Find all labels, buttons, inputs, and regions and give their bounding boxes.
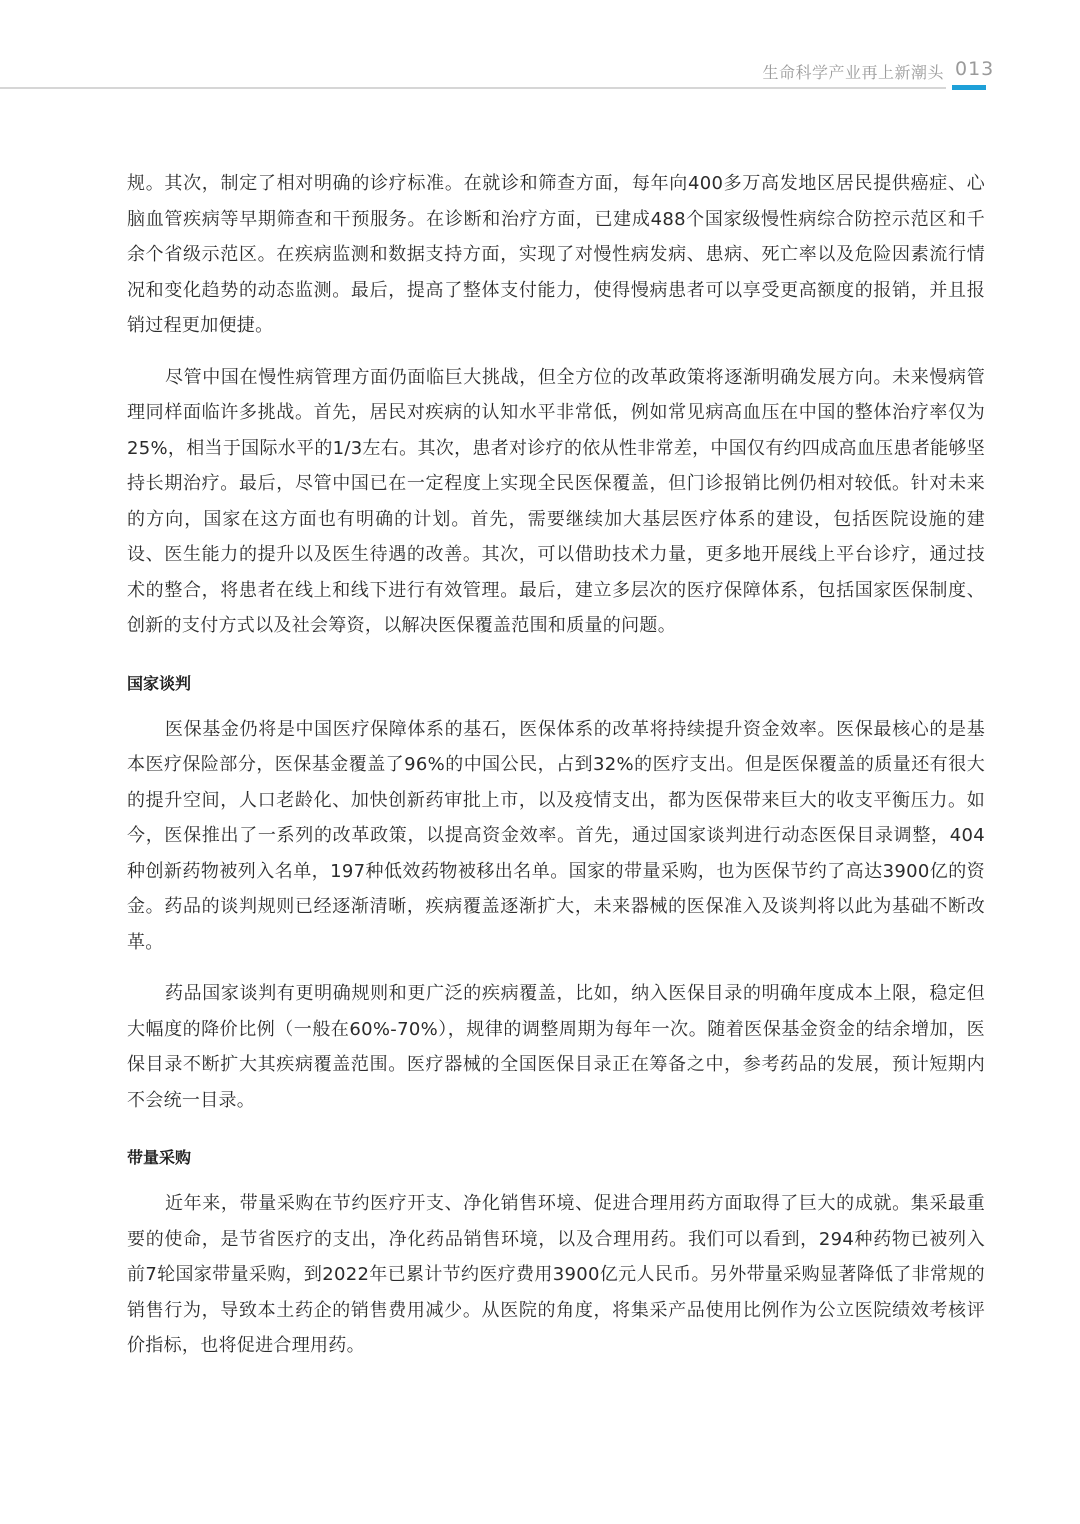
page-header	[0, 0, 1080, 100]
header-rule	[0, 87, 946, 89]
page-number: 013	[955, 58, 995, 80]
section-heading-national-negotiation: 国家谈判	[127, 673, 192, 693]
paragraph-chronic-disease: 尽管中国在慢性病管理方面仍面临巨大挑战，但全方位的改革政策将逐渐明确发展方向。未来慢病管理同样面临许多挑战。首先，居民对疾病的认知水平非常低，例如常见病高血压在中国的整体治疗率仅为25%，相当于国际水平的1/3左右。其次，患者对诊疗的依从性非常差，中国仅有约四成高血压患者能够坚持长期治疗。最后，尽管中国已在一定程度上实现全民医保覆盖，但门诊报销比例仍相对较低。针对未来的方向，国家在这方面也有明确的计划。首先，需要继续加大基层医疗体系的建设，包括医院设施的建设、医生能力的提升以及医生待遇的改善。其次，可以借助技术力量，更多地开展线上平台诊疗，通过技术的整合，将患者在线上和线下进行有效管理。最后，建立多层次的医疗保障体系，包括国家医保制度、创新的支付方式以及社会筹资，以解决医保覆盖范围和质量的问题。	[127, 366, 985, 636]
section-heading-volume-procurement: 带量采购	[127, 1148, 192, 1167]
main-content	[127, 166, 985, 1380]
paragraph-drug-negotiation: 药品国家谈判有更明确规则和更广泛的疾病覆盖，比如，纳入医保目录的明确年度成本上限，稳定但大幅度的降价比例（一般在60%-70%），规律的调整周期为每年一次。随着医保基金资金的结余增加，医保目录不断扩大其疾病覆盖范围。医疗器械的全国医保目录正在筹备之中，参考药品的发展，预计短期内不会统一目录。	[127, 983, 985, 1111]
paragraph-volume-procurement: 近年来，带量采购在节约医疗开支、净化销售环境、促进合理用药方面取得了巨大的成就。集采最重要的使命，是节省医疗的支出，净化药品销售环境，以及合理用药。我们可以看到，294种药物已被列入前7轮国家带量采购，到2022年已累计节约医疗费用3900亿元人民币。另外带量采购显著降低了非常规的销售行为，导致本土药企的销售费用减少。从医院的角度，将集采产品使用比例作为公立医院绩效考核评价指标，也将促进合理用药。	[127, 1193, 985, 1356]
paragraph-medical-insurance-fund: 医保基金仍将是中国医疗保障体系的基石，医保体系的改革将持续提升资金效率。医保最核心的是基本医疗保险部分，医保基金覆盖了96%的中国公民，占到32%的医疗支出。但是医保覆盖的质量还有很大的提升空间，人口老龄化、加快创新药审批上市，以及疫情支出，都为医保带来巨大的收支平衡压力。如今，医保推出了一系列的改革政策，以提高资金效率。首先，通过国家谈判进行动态医保目录调整，404种创新药物被列入名单，197种低效药物被移出名单。国家的带量采购，也为医保节约了高达3900亿的资金。药品的谈判规则已经逐渐清晰，疾病覆盖逐渐扩大，未来器械的医保准入及谈判将以此为基础不断改革。	[127, 718, 985, 953]
continued-paragraph: 规。其次，制定了相对明确的诊疗标准。在就诊和筛查方面，每年向400多万高发地区居民提供癌症、心脑血管疾病等早期筛查和干预服务。在诊断和治疗方面，已建成488个国家级慢性病综合防控示范区和千余个省级示范区。在疾病监测和数据支持方面，实现了对慢性病发病、患病、死亡率以及危险因素流行情况和变化趋势的动态监测。最后，提高了整体支付能力，使得慢病患者可以享受更高额度的报销，并且报销过程更加便捷。	[127, 173, 985, 336]
header-accent-bar	[952, 85, 986, 90]
running-title: 生命科学产业再上新潮头	[762, 63, 944, 82]
